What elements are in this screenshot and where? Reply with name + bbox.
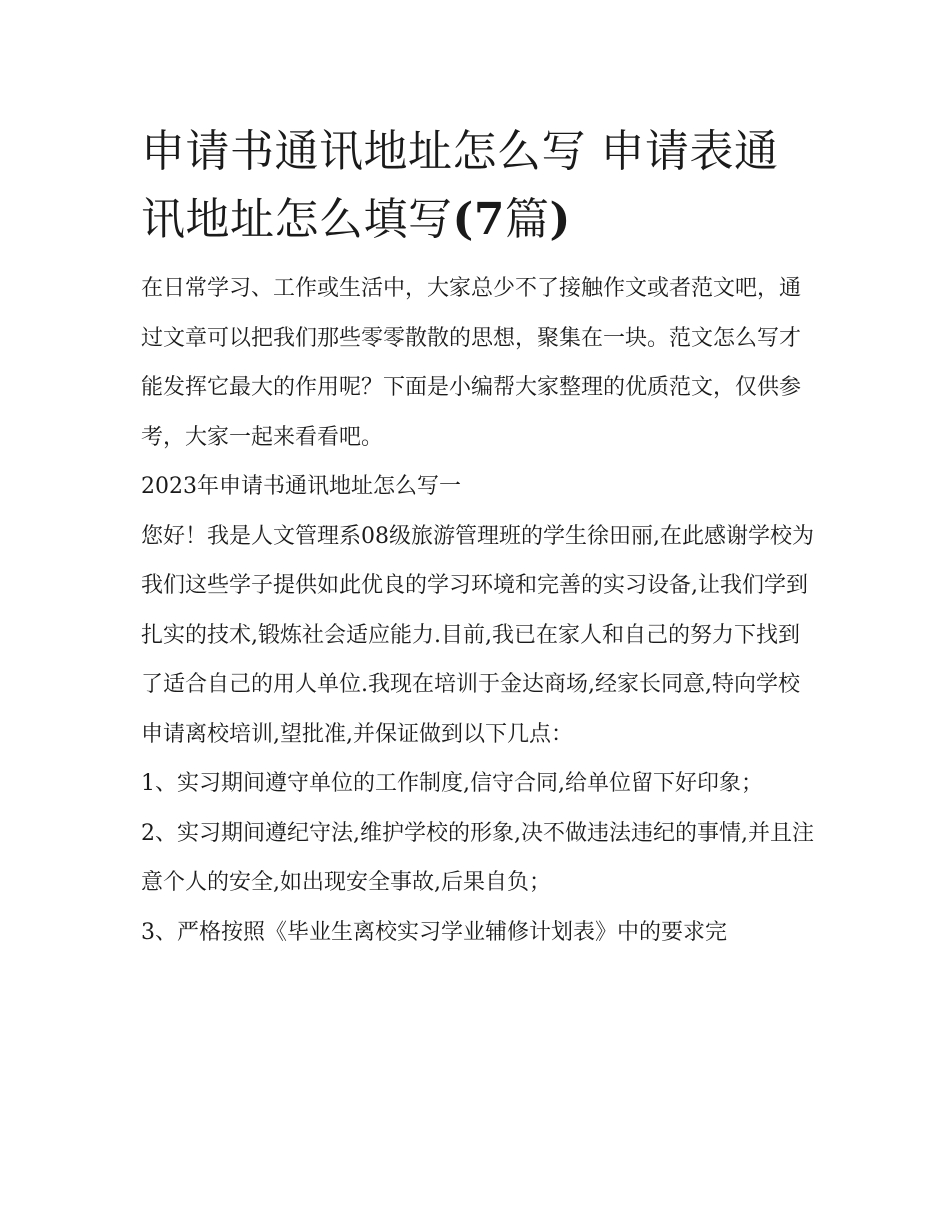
document-page — [141, 118, 817, 957]
title-paren: ) — [549, 194, 571, 245]
document-body — [141, 264, 817, 957]
title-count: (7 — [452, 194, 505, 245]
section-heading: 2023年申请书通讯地址怎么写一 — [141, 474, 461, 499]
list-item-3: 3、严格按照《毕业生离校实习学业辅修计划表》中的要求完 — [141, 919, 727, 945]
document-title: 申请书通讯地址怎么写 申请表通讯地址怎么填写(7篇) — [141, 126, 779, 245]
list-item-1: 1、实习期间遵守单位的工作制度,信守合同,给单位留下好印象； — [141, 771, 763, 796]
letter-paragraph: 您好！我是人文管理系08级旅游管理班的学生徐田丽,在此感谢学校为我们这些学子提供如此优良的学习环境和完善的实习设备,让我们学到扎实的技术,锻炼社会适应能力.目前,我已在家人和自己的努力下找到了适合自己的用人单位.我现在培训于金达商场,经家长同意,特向学校申请离校培训,望批准,并保证做到以下几点： — [141, 523, 814, 747]
intro-paragraph: 在日常学习、工作或生活中，大家总少不了接触作文或者范文吧，通过文章可以把我们那些零零散散的思想，聚集在一块。范文怎么写才能发挥它最大的作用呢？下面是小编帮大家整理的优质范文，仅供参考，大家一起来看看吧。 — [141, 276, 802, 450]
list-item-2: 2、实习期间遵纪守法,维护学校的形象,决不做违法违纪的事情,并且注意个人的安全,如出现安全事故,后果自负； — [141, 820, 814, 895]
